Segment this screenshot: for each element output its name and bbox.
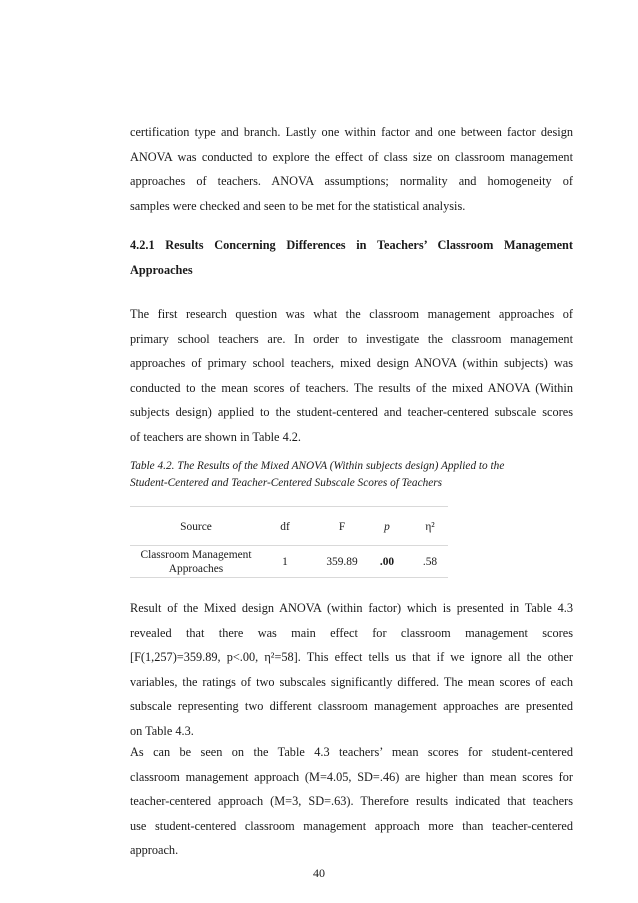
row-p: .00 — [379, 556, 395, 568]
text-line: of teachers are shown in Table 4.2. — [130, 429, 302, 444]
caption-line: Table 4.2. The Results of the Mixed ANOVA (Within subjects design) Applied to the — [130, 460, 505, 472]
text-line: ANOVA was conducted to explore the effect of class size on classroom management — [130, 149, 573, 164]
text-line: revealed that there was main effect for classroom management scores — [130, 625, 573, 640]
header-source: Source — [180, 521, 212, 533]
paragraph-intro — [130, 120, 573, 218]
text-line: subscale representing two different classroom management approaches are presented — [130, 699, 573, 714]
table-caption — [130, 458, 573, 492]
text-line: primary school teachers are. In order to investigate the classroom management — [130, 331, 573, 346]
paragraph-conclusion — [130, 740, 573, 863]
anova-table — [130, 506, 448, 578]
text-line: approaches of teachers. ANOVA assumptions; normality and homogeneity of — [130, 174, 573, 189]
text-line: The first research question was what the classroom management approaches of — [130, 307, 573, 321]
text-line: certification type and branch. Lastly one within factor and one between factor design — [130, 125, 573, 139]
page-number: 40 — [313, 866, 325, 880]
table-bottom-rule — [130, 577, 448, 578]
heading-line: 4.2.1 Results Concerning Differences in Teachers’ Classroom Management — [130, 238, 573, 252]
row-source — [130, 548, 262, 576]
text-line: As can be seen on the Table 4.3 teachers’ mean scores for student-centered — [130, 745, 573, 759]
row-f: 359.89 — [326, 556, 358, 568]
row-source-line: Approaches — [168, 563, 224, 575]
text-line: samples were checked and seen to be met for the statistical analysis. — [130, 198, 466, 213]
text-line: teacher-centered approach (M=3, SD=.63). Therefore results indicated that teachers — [130, 794, 573, 809]
header-p: p — [384, 521, 390, 533]
text-line: use student-centered classroom management approach more than teacher-centered — [130, 818, 573, 833]
header-f: F — [338, 521, 346, 533]
text-line: variables, the ratings of two subscales significantly differed. The mean scores of each — [130, 674, 573, 689]
text-line: approaches of primary school teachers, mixed design ANOVA (within subjects) was — [130, 356, 573, 371]
text-line: on Table 4.3. — [130, 723, 194, 738]
text-line: classroom management approach (M=4.05, SD=.46) are higher than mean scores for — [130, 769, 573, 784]
text-line: subjects design) applied to the student-centered and teacher-centered subscale scores — [130, 405, 573, 420]
row-eta-squared: .58 — [422, 556, 438, 568]
text-line: conducted to the mean scores of teachers. The results of the mixed ANOVA (Within — [130, 380, 573, 395]
caption-line: Student-Centered and Teacher-Centered Subscale Scores of Teachers — [130, 477, 443, 489]
text-line: approach. — [130, 843, 179, 858]
header-df: df — [280, 521, 290, 533]
header-eta-squared: η² — [425, 521, 435, 533]
row-df: 1 — [282, 556, 288, 568]
text-line: Result of the Mixed design ANOVA (within factor) which is presented in Table 4.3 — [130, 601, 573, 615]
row-source-line: Classroom Management — [140, 549, 252, 561]
text-line: [F(1,257)=359.89, p<.00, η²=58]. This effect tells us that if we ignore all the other — [130, 650, 573, 665]
paragraph-research-question — [130, 302, 573, 450]
table-top-rule — [130, 506, 448, 507]
table-header-rule — [130, 545, 448, 546]
paragraph-results — [130, 596, 573, 744]
heading-line: Approaches — [130, 262, 193, 277]
section-heading — [130, 233, 573, 282]
